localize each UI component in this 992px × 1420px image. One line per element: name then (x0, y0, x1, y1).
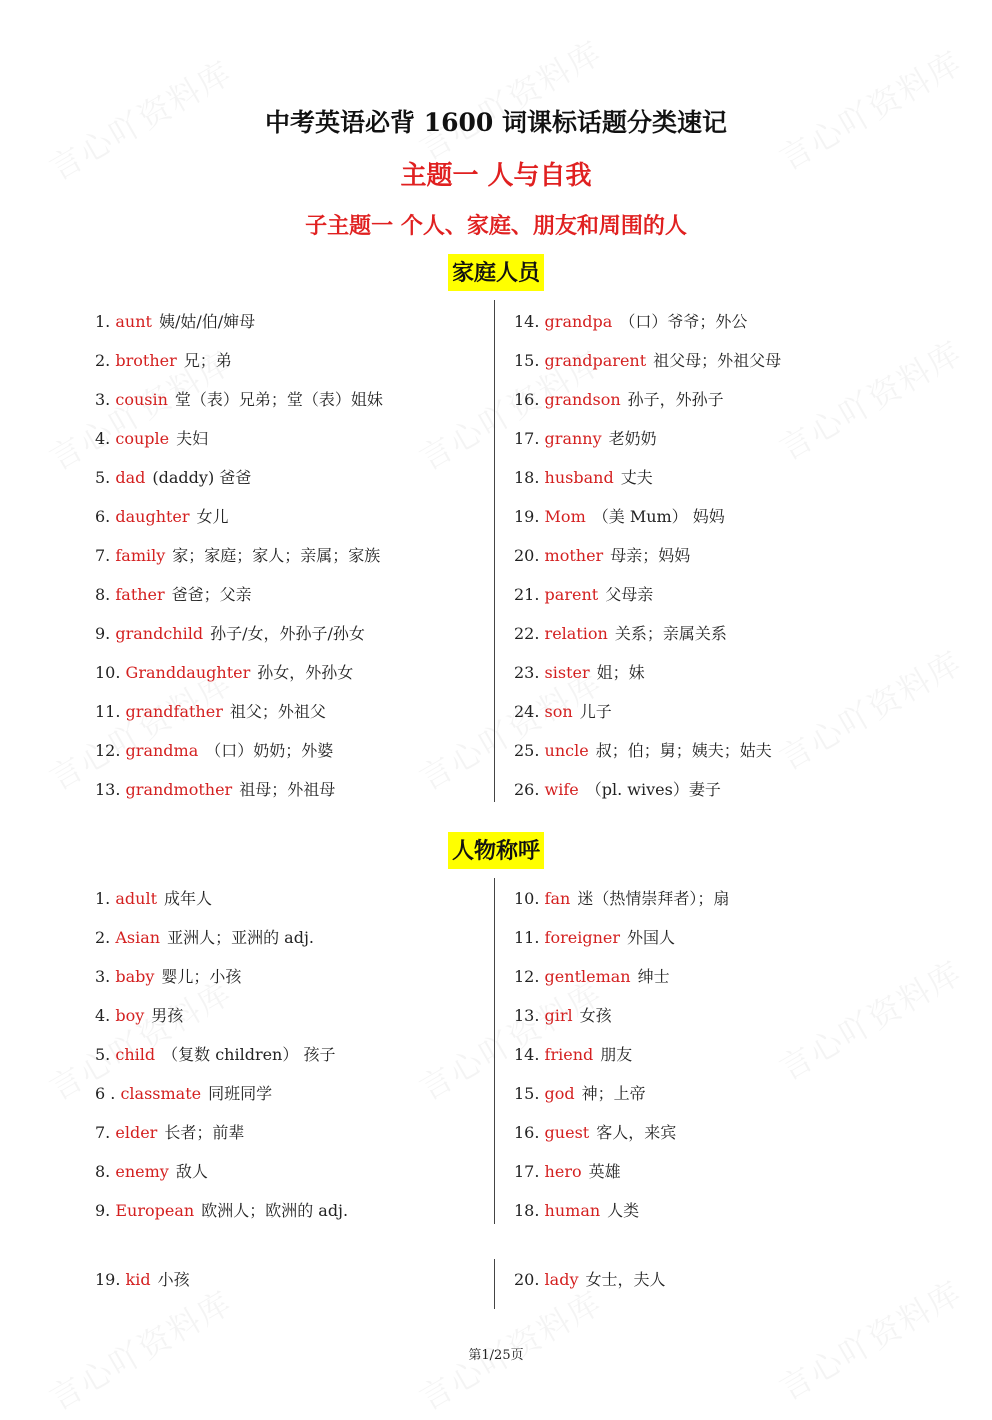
vocab-number: 19. (514, 507, 540, 526)
vocab-word: grandfather (125, 702, 223, 721)
vocab-number: 8. (95, 585, 111, 604)
vocab-word: child (115, 1045, 156, 1064)
vocab-meaning: 迷（热情崇拜者）；扇 (577, 889, 730, 908)
vocab-entry (514, 660, 781, 699)
vocab-entry (95, 738, 383, 777)
vocab-meaning: 家；家庭；家人；亲属；家族 (172, 546, 381, 565)
vocab-number: 2. (95, 928, 111, 947)
vocab-word: guest (544, 1123, 590, 1142)
vocab-number: 26. (514, 780, 540, 799)
vocab-meaning: (daddy) 爸爸 (152, 468, 252, 487)
vocab-entry (95, 660, 383, 699)
vocab-meaning: 男孩 (151, 1006, 184, 1025)
vocab-word: aunt (115, 312, 152, 331)
watermark (770, 948, 970, 1090)
vocab-number: 7. (95, 1123, 111, 1142)
word-list-left (95, 309, 383, 816)
vocab-word: adult (115, 889, 157, 908)
vocab-entry (514, 1081, 729, 1120)
vocab-entry (514, 309, 781, 348)
vocab-meaning: 神；上帝 (581, 1084, 646, 1103)
vocab-number: 12. (95, 741, 121, 760)
vocab-entry (514, 699, 781, 738)
vocab-word: grandmother (125, 780, 233, 799)
vocab-entry (514, 777, 781, 816)
vocab-entry (95, 387, 383, 426)
vocab-number: 15. (514, 351, 540, 370)
vocab-number: 17. (514, 1162, 540, 1181)
section-heading-family-members (0, 254, 992, 291)
vocab-meaning: 爸爸；父亲 (171, 585, 252, 604)
vocab-number: 9. (95, 624, 111, 643)
vocab-meaning: 儿子 (579, 702, 612, 721)
vocab-word: dad (115, 468, 146, 487)
vocab-number: 3. (95, 967, 111, 986)
vocab-meaning: 女孩 (579, 1006, 612, 1025)
page-number: 第1/25页 (468, 1348, 524, 1363)
vocab-word: parent (544, 585, 599, 604)
vocab-entry (514, 1120, 729, 1159)
vocab-meaning: 英雄 (588, 1162, 621, 1181)
vocab-meaning: 婴儿；小孩 (161, 967, 242, 986)
vocab-word: enemy (115, 1162, 169, 1181)
vocab-word: cousin (115, 390, 168, 409)
vocab-meaning: 父母亲 (605, 585, 654, 604)
vocab-word: elder (115, 1123, 158, 1142)
vocab-meaning: 朋友 (600, 1045, 633, 1064)
vocab-entry (95, 777, 383, 816)
vocab-entry (95, 1198, 348, 1237)
vocab-number: 17. (514, 429, 540, 448)
vocab-entry (514, 1159, 729, 1198)
vocab-word: grandpa (544, 312, 613, 331)
vocab-number: 1. (95, 889, 111, 908)
vocab-entry (514, 621, 781, 660)
vocab-number: 22. (514, 624, 540, 643)
vocab-number: 6 . (95, 1084, 116, 1103)
watermark (410, 28, 610, 170)
vocab-entry (95, 465, 383, 504)
column-divider (494, 878, 495, 1224)
vocab-meaning: 母亲；妈妈 (610, 546, 691, 565)
vocab-number: 3. (95, 390, 111, 409)
vocab-entry (514, 387, 781, 426)
vocab-meaning: 孙子/女，外孙子/孙女 (210, 624, 365, 643)
vocab-meaning: 女儿 (196, 507, 229, 526)
vocab-word: god (544, 1084, 575, 1103)
vocab-number: 1. (95, 312, 111, 331)
vocab-meaning: 姐；妹 (596, 663, 645, 682)
vocab-entry (95, 543, 383, 582)
vocab-meaning: 堂（表）兄弟；堂（表）姐妹 (174, 390, 383, 409)
vocab-word: uncle (544, 741, 589, 760)
vocab-number: 21. (514, 585, 540, 604)
vocab-entry (95, 1003, 348, 1042)
vocab-number: 25. (514, 741, 540, 760)
vocab-entry (514, 1042, 729, 1081)
vocab-number: 4. (95, 1006, 111, 1025)
vocab-entry (95, 1159, 348, 1198)
vocab-meaning: 外国人 (627, 928, 676, 947)
vocab-entry (95, 309, 383, 348)
vocab-word: fan (544, 889, 571, 908)
vocab-meaning: 同班同学 (208, 1084, 273, 1103)
vocab-meaning: 姨/姑/伯/婶母 (158, 312, 256, 331)
vocab-meaning: 亚洲人；亚洲的 adj. (167, 928, 315, 947)
vocab-word: hero (544, 1162, 582, 1181)
vocab-number: 14. (514, 1045, 540, 1064)
vocab-word: couple (115, 429, 170, 448)
vocab-meaning: 女士，夫人 (585, 1270, 666, 1289)
vocab-meaning: 小孩 (157, 1270, 190, 1289)
watermark (770, 328, 970, 470)
vocab-entry (95, 504, 383, 543)
vocab-meaning: 祖父母；外祖父母 (653, 351, 782, 370)
vocab-meaning: 绅士 (637, 967, 670, 986)
vocab-entry (95, 886, 348, 925)
vocab-number: 2. (95, 351, 111, 370)
vocab-number: 14. (514, 312, 540, 331)
vocab-word: human (544, 1201, 601, 1220)
vocab-number: 16. (514, 390, 540, 409)
vocab-meaning: （pl. wives）妻子 (585, 780, 721, 799)
vocab-word: grandson (544, 390, 621, 409)
theme-title: 主题一 人与自我 (400, 161, 592, 191)
vocab-meaning: 关系；亲属关系 (614, 624, 727, 643)
vocab-number: 20. (514, 1270, 540, 1289)
column-divider (494, 300, 495, 802)
vocab-number: 12. (514, 967, 540, 986)
vocab-number: 16. (514, 1123, 540, 1142)
vocab-entry (514, 738, 781, 777)
vocab-entry (95, 1267, 190, 1306)
vocab-entry (95, 621, 383, 660)
vocab-number: 5. (95, 1045, 111, 1064)
vocab-number: 7. (95, 546, 111, 565)
vocab-meaning: （口）奶奶；外婆 (205, 741, 334, 760)
vocab-word: husband (544, 468, 614, 487)
vocab-word: boy (115, 1006, 145, 1025)
vocab-word: baby (115, 967, 155, 986)
vocab-meaning: 客人，来宾 (596, 1123, 677, 1142)
vocab-entry (514, 964, 729, 1003)
vocab-entry (95, 1081, 348, 1120)
vocab-meaning: 老奶奶 (608, 429, 657, 448)
vocab-number: 15. (514, 1084, 540, 1103)
vocab-word: gentleman (544, 967, 631, 986)
vocab-entry (95, 964, 348, 1003)
vocab-word: granny (544, 429, 602, 448)
vocab-word: father (115, 585, 165, 604)
vocab-word: grandchild (115, 624, 204, 643)
vocab-entry (514, 925, 729, 964)
vocab-number: 18. (514, 468, 540, 487)
vocab-number: 8. (95, 1162, 111, 1181)
vocab-entry (95, 1042, 348, 1081)
vocab-word: son (544, 702, 573, 721)
vocab-word: brother (115, 351, 177, 370)
vocab-word: friend (544, 1045, 594, 1064)
vocab-entry (95, 699, 383, 738)
vocab-number: 24. (514, 702, 540, 721)
vocab-entry (514, 348, 781, 387)
vocab-number: 5. (95, 468, 111, 487)
watermark (770, 638, 970, 780)
vocab-entry (95, 426, 383, 465)
word-list-left (95, 886, 348, 1237)
vocab-meaning: 孙女，外孙女 (257, 663, 354, 682)
vocab-entry (95, 925, 348, 964)
document-title: 中考英语必背 1600 词课标话题分类速记 (265, 108, 727, 137)
word-list-right (514, 886, 729, 1237)
vocab-meaning: 叔；伯；舅；姨夫；姑夫 (595, 741, 772, 760)
vocab-meaning: 兄；弟 (183, 351, 232, 370)
section-heading-label: 家庭人员 (448, 254, 544, 291)
word-list-left (95, 1267, 190, 1306)
vocab-meaning: 长者；前辈 (164, 1123, 245, 1142)
section-heading-person-titles (0, 832, 992, 869)
vocab-word: girl (544, 1006, 573, 1025)
vocab-meaning: 人类 (607, 1201, 640, 1220)
vocab-number: 4. (95, 429, 111, 448)
vocab-meaning: （美 Mum） 妈妈 (592, 507, 725, 526)
vocab-entry (95, 582, 383, 621)
vocab-entry (514, 504, 781, 543)
vocab-word: lady (544, 1270, 579, 1289)
vocab-meaning: 祖母；外祖母 (239, 780, 336, 799)
vocab-number: 19. (95, 1270, 121, 1289)
vocab-number: 23. (514, 663, 540, 682)
vocab-word: European (115, 1201, 195, 1220)
vocab-entry (514, 582, 781, 621)
vocab-meaning: 欧洲人；欧洲的 adj. (201, 1201, 349, 1220)
vocab-word: wife (544, 780, 579, 799)
word-list-right (514, 309, 781, 816)
vocab-entry (514, 886, 729, 925)
vocab-word: classmate (120, 1084, 202, 1103)
vocab-word: grandparent (544, 351, 647, 370)
vocab-entry (514, 426, 781, 465)
vocab-entry (514, 543, 781, 582)
vocab-word: family (115, 546, 166, 565)
vocab-word: Asian (115, 928, 161, 947)
vocab-word: daughter (115, 507, 190, 526)
subtheme-title: 子主题一 个人、家庭、朋友和周围的人 (305, 213, 687, 239)
vocab-entry (95, 1120, 348, 1159)
vocab-entry (514, 465, 781, 504)
vocab-meaning: 成年人 (164, 889, 213, 908)
vocab-word: relation (544, 624, 608, 643)
vocab-entry (514, 1003, 729, 1042)
vocab-number: 11. (514, 928, 540, 947)
vocab-meaning: 孙子，外孙子 (627, 390, 724, 409)
vocab-meaning: （复数 children） 孩子 (162, 1045, 336, 1064)
vocab-number: 10. (95, 663, 121, 682)
section-heading-label: 人物称呼 (448, 832, 544, 869)
vocab-meaning: 丈夫 (620, 468, 653, 487)
vocab-word: foreigner (544, 928, 620, 947)
vocab-meaning: 祖父；外祖父 (229, 702, 326, 721)
watermark (770, 1268, 970, 1410)
vocab-word: grandma (125, 741, 199, 760)
vocab-word: kid (125, 1270, 151, 1289)
vocab-entry (514, 1198, 729, 1237)
vocab-word: Mom (544, 507, 586, 526)
vocab-meaning: 敌人 (175, 1162, 208, 1181)
vocab-number: 9. (95, 1201, 111, 1220)
vocab-number: 13. (514, 1006, 540, 1025)
vocab-number: 13. (95, 780, 121, 799)
vocab-number: 18. (514, 1201, 540, 1220)
vocab-entry (95, 348, 383, 387)
vocab-word: mother (544, 546, 604, 565)
vocab-meaning: 夫妇 (176, 429, 209, 448)
vocab-number: 6. (95, 507, 111, 526)
vocab-entry (514, 1267, 666, 1306)
vocab-meaning: （口）爷爷；外公 (619, 312, 748, 331)
column-divider (494, 1259, 495, 1309)
vocab-number: 10. (514, 889, 540, 908)
word-list-right (514, 1267, 666, 1306)
vocab-number: 11. (95, 702, 121, 721)
vocab-word: sister (544, 663, 590, 682)
vocab-word: Granddaughter (125, 663, 251, 682)
vocab-number: 20. (514, 546, 540, 565)
